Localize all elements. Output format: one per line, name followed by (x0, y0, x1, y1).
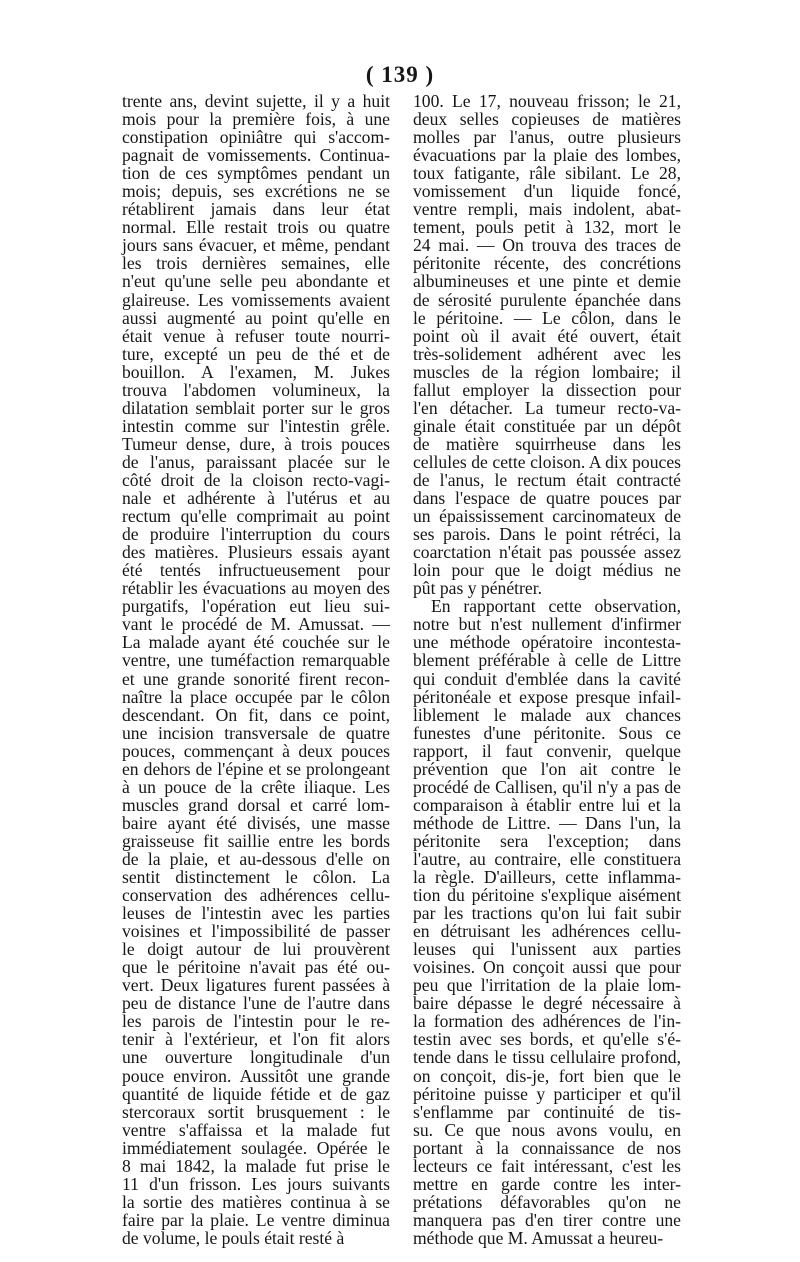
text-line: par les tractions qu'on lui fait subir (413, 903, 681, 924)
text-line: normal. Elle restait trois ou quatre (122, 217, 390, 238)
text-line: purgatifs, l'opération eut lieu sui- (122, 596, 390, 617)
left-column (122, 92, 390, 1247)
text-line: fallut employer la dissection pour (413, 379, 681, 400)
text-line: liblement le malade aux chances (413, 704, 681, 725)
text-line: rapport, il faut convenir, quelque (413, 740, 681, 761)
text-line: tement, pouls petit à 132, mort le (413, 217, 681, 238)
text-line: péritonite récente, des concrétions (413, 253, 681, 274)
text-line: baire dépasse le degré nécessaire à (413, 993, 681, 1014)
text-line: vant le procédé de M. Amussat. — (122, 614, 390, 635)
text-line: quantité de liquide fétide et de gaz (122, 1083, 390, 1104)
text-line: intestin comme sur l'intestin grêle. (122, 415, 390, 436)
page-number: ( 139 ) (365, 62, 435, 87)
text-line: immédiatement soulagée. Opérée le (122, 1137, 390, 1158)
text-line: tion du péritoine s'explique aisément (413, 885, 681, 906)
text-line: blement préférable à celle de Littre (413, 650, 681, 671)
text-line: s'enflamme par continuité de tis- (413, 1101, 681, 1122)
text-line: procédé de Callisen, qu'il n'y a pas de (413, 776, 681, 797)
text-line: le doigt autour de lui prouvèrent (122, 939, 390, 960)
text-line: mois pour la première fois, à une (122, 109, 390, 130)
text-line: les trois dernières semaines, elle (122, 253, 390, 274)
text-line: constipation opiniâtre qui s'accom- (122, 127, 390, 148)
text-line: En rapportant cette observation, (431, 596, 681, 617)
text-line: jours sans évacuer, et même, pendant (122, 235, 390, 256)
text-line: ture, excepté un peu de thé et de (122, 343, 390, 364)
text-line: naître la place occupée par le côlon (122, 686, 390, 707)
text-line: tende dans le tissu cellulaire profond, (413, 1047, 681, 1068)
text-line: l'en détacher. La tumeur recto-va- (413, 397, 681, 418)
text-line: 8 mai 1842, la malade fut prise le (122, 1155, 390, 1176)
text-line: péritonite sera l'exception; dans (413, 830, 681, 851)
text-line: mettre en garde contre les inter- (413, 1173, 681, 1194)
text-line: été tentés infructueusement pour (122, 560, 390, 581)
text-line: aussi augmenté au point qu'elle en (122, 307, 390, 328)
text-line: de matière squirrheuse dans les (413, 433, 681, 454)
text-line: 24 mai. — On trouva des traces de (413, 235, 681, 256)
text-line: de sérosité purulente épanchée dans (413, 289, 681, 310)
text-line: coarctation n'était pas poussée assez (413, 542, 681, 563)
text-line: graisseuse fit saillie entre les bords (122, 830, 390, 851)
text-line: leuses qui l'unissent aux parties (413, 939, 681, 960)
text-line: prévention que l'on ait contre le (413, 758, 681, 779)
text-line: que le péritoine n'avait pas été ou- (122, 957, 390, 978)
text-line: rectum qu'elle comprimait au point (122, 506, 390, 527)
text-line: ventre, une tuméfaction remarquable (122, 650, 390, 671)
text-line: en détruisant les adhérences cellu- (413, 921, 681, 942)
text-line: portant à la connaissance de nos (413, 1137, 681, 1158)
text-line: un épaississement carcinomateux de (413, 506, 681, 527)
text-line: la sortie des matières continua à se (122, 1191, 390, 1212)
text-line: voisines et l'impossibilité de passer (122, 921, 390, 942)
text-line: très-solidement adhérent avec les (413, 343, 681, 364)
text-line: qui conduit d'emblée dans la cavité (413, 668, 681, 689)
text-line: deux selles copieuses de matières (413, 109, 681, 130)
text-line: ginale était constituée par un dépôt (413, 415, 681, 436)
text-line: cellules de cette cloison. A dix pouces (413, 451, 681, 472)
text-line: on conçoit, dis-je, fort bien que le (413, 1065, 681, 1086)
text-line: une méthode opératoire incontesta- (413, 632, 681, 653)
text-line: baire ayant été divisés, une masse (122, 812, 390, 833)
text-line: le péritoine. — Le côlon, dans le (413, 307, 681, 328)
text-line: descendant. On fit, dans ce point, (122, 704, 390, 725)
text-line: les parois de l'intestin pour le re- (122, 1011, 390, 1032)
text-line: peu que l'irritation de la plaie lom- (413, 975, 681, 996)
text-line: bouillon. A l'examen, M. Jukes (122, 361, 390, 382)
text-line: 100. Le 17, nouveau frisson; le 21, (413, 91, 681, 111)
text-line: rétablirent jamais dans leur état (122, 199, 390, 220)
text-line: point où il avait été ouvert, était (413, 325, 681, 346)
text-line: conservation des adhérences cellu- (122, 885, 390, 906)
text-line: sentit distinctement le côlon. La (122, 867, 390, 888)
text-line: stercoraux sortit brusquement : le (122, 1101, 390, 1122)
text-line: Tumeur dense, dure, à trois pouces (122, 433, 390, 454)
text-line: faire par la plaie. Le ventre diminua (122, 1209, 390, 1230)
text-line: comparaison à établir entre lui et la (413, 794, 681, 815)
text-line: tion de ces symptômes pendant un (122, 163, 390, 184)
text-line: trouva l'abdomen volumineux, la (122, 379, 390, 400)
text-line: une incision transversale de quatre (122, 722, 390, 743)
text-line: péritonéale et expose presque infail- (413, 686, 681, 707)
text-line: méthode de Littre. — Dans l'un, la (413, 812, 681, 833)
text-line: pouce environ. Aussitôt une grande (122, 1065, 390, 1086)
text-line: pagnait de vomissements. Continua- (122, 145, 390, 166)
text-line: ventre rempli, mais indolent, abat- (413, 199, 681, 220)
text-line: molles par l'anus, outre plusieurs (413, 127, 681, 148)
text-line: trente ans, devint sujette, il y a huit (122, 91, 390, 111)
text-line: manquera pas d'en tirer contre une (413, 1209, 681, 1230)
text-line: la formation des adhérences de l'in- (413, 1011, 681, 1032)
text-line: était venue à refuser toute nourri- (122, 325, 390, 346)
text-line: rétablir les évacuations au moyen des (122, 578, 390, 599)
text-line: ventre s'affaissa et la malade fut (122, 1119, 390, 1140)
text-line: prétations défavorables qu'on ne (413, 1191, 681, 1212)
text-line: notre but n'est nullement d'infirmer (413, 614, 681, 635)
text-line: de l'anus, le rectum était contracté (413, 469, 681, 490)
text-line: glaireuse. Les vomissements avaient (122, 289, 390, 310)
text-line: testin avec ses bords, et qu'elle s'é- (413, 1029, 681, 1050)
text-line: pouces, commençant à deux pouces (122, 740, 390, 761)
text-line: évacuations par la plaie des lombes, (413, 145, 681, 166)
right-column (413, 92, 681, 1247)
text-line: n'eut qu'une selle peu abondante et (122, 271, 390, 292)
text-line: albumineuses et une pinte et demie (413, 271, 681, 292)
text-line: tenir à l'extérieur, et l'on fit alors (122, 1029, 390, 1050)
text-line: vert. Deux ligatures furent passées à (122, 975, 390, 996)
text-line: de la plaie, et au-dessous d'elle on (122, 848, 390, 869)
text-line: une ouverture longitudinale d'un (122, 1047, 390, 1068)
text-line: la règle. D'ailleurs, cette inflamma- (413, 867, 681, 888)
text-line: muscles grand dorsal et carré lom- (122, 794, 390, 815)
text-line: leuses de l'intestin avec les parties (122, 903, 390, 924)
text-line: de produire l'interruption du cours (122, 524, 390, 545)
text-line: toux fatigante, râle sibilant. Le 28, (413, 163, 681, 184)
text-line: vomissement d'un liquide foncé, (413, 181, 681, 202)
text-line: muscles de la région lombaire; il (413, 361, 681, 382)
text-line: pût pas y pénétrer. (413, 578, 542, 599)
text-line: 11 d'un frisson. Les jours suivants (122, 1173, 390, 1194)
text-line: de l'anus, paraissant placée sur le (122, 451, 390, 472)
text-line: mois; depuis, ses excrétions ne se (122, 181, 390, 202)
text-line: peu de distance l'une de l'autre dans (122, 993, 390, 1014)
text-line: des matières. Plusieurs essais ayant (122, 542, 390, 563)
text-line: péritoine puisse y participer et qu'il (413, 1083, 681, 1104)
text-line: lecteurs ce fait intéressant, c'est les (413, 1155, 681, 1176)
text-line: ses parois. Dans le point rétréci, la (413, 524, 681, 545)
text-line: à un pouce de la crête iliaque. Les (122, 776, 390, 797)
text-line: loin pour que le doigt médius ne (413, 560, 681, 581)
text-line: dans l'espace de quatre pouces par (413, 488, 681, 509)
text-line: l'autre, au contraire, elle constituera (413, 848, 681, 869)
text-line: de volume, le pouls était resté à (122, 1227, 345, 1248)
text-line: voisines. On conçoit aussi que pour (413, 957, 681, 978)
text-line: su. Ce que nous avons voulu, en (413, 1119, 681, 1140)
text-line: nale et adhérente à l'utérus et au (122, 488, 390, 509)
text-line: côté droit de la cloison recto-vagi- (122, 469, 390, 490)
text-line: et une grande sonorité firent recon- (122, 668, 390, 689)
text-line: funestes d'une péritonite. Sous ce (413, 722, 681, 743)
text-line: La malade ayant été couchée sur le (122, 632, 390, 653)
text-line: méthode que M. Amussat a heureu- (413, 1227, 664, 1248)
text-line: dilatation semblait porter sur le gros (122, 397, 390, 418)
text-line: en dehors de l'épine et se prolongeant (122, 758, 390, 779)
